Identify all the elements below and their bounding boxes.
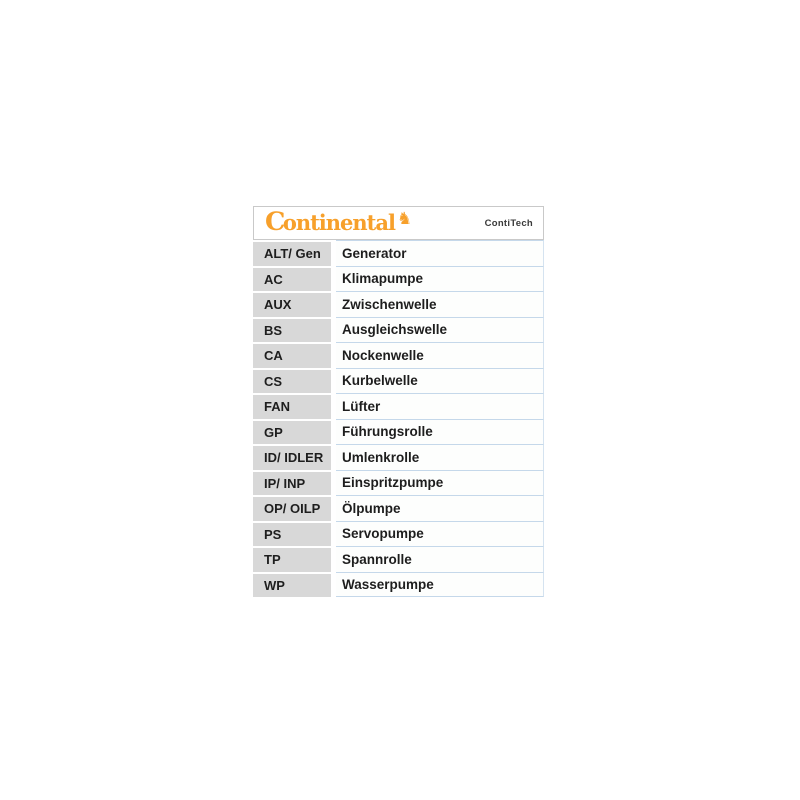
abbreviation-table (253, 240, 544, 597)
legend-panel (253, 206, 544, 597)
abbreviation-cell: WP (253, 572, 331, 598)
term-cell: Einspritzpumpe (336, 470, 544, 496)
table-row (253, 572, 544, 598)
abbreviation-cell: ALT/ Gen (253, 240, 331, 266)
term-cell: Klimapumpe (336, 266, 544, 292)
abbreviation-cell: CA (253, 342, 331, 368)
term-cell: Ölpumpe (336, 495, 544, 521)
abbreviation-cell: BS (253, 317, 331, 343)
term-cell: Spannrolle (336, 546, 544, 572)
table-row (253, 470, 544, 496)
abbreviation-cell: IP/ INP (253, 470, 331, 496)
table-row (253, 444, 544, 470)
term-cell: Zwischenwelle (336, 291, 544, 317)
abbreviation-cell: TP (253, 546, 331, 572)
table-row (253, 521, 544, 547)
term-cell: Servopumpe (336, 521, 544, 547)
table-row (253, 317, 544, 343)
table-row (253, 393, 544, 419)
abbreviation-cell: AC (253, 266, 331, 292)
continental-wordmark: Continental (265, 207, 395, 238)
table-row (253, 240, 544, 266)
term-cell: Umlenkrolle (336, 444, 544, 470)
term-cell: Ausgleichswelle (336, 317, 544, 343)
term-cell: Kurbelwelle (336, 368, 544, 394)
term-cell: Nockenwelle (336, 342, 544, 368)
abbreviation-cell: OP/ OILP (253, 495, 331, 521)
table-row (253, 546, 544, 572)
abbreviation-cell: AUX (253, 291, 331, 317)
table-row (253, 342, 544, 368)
brand-header (253, 206, 544, 240)
term-cell: Lüfter (336, 393, 544, 419)
abbreviation-cell: FAN (253, 393, 331, 419)
term-cell: Führungsrolle (336, 419, 544, 445)
abbreviation-cell: CS (253, 368, 331, 394)
table-row (253, 266, 544, 292)
table-row (253, 368, 544, 394)
table-row (253, 291, 544, 317)
continental-logo (265, 207, 413, 238)
term-cell: Wasserpumpe (336, 572, 544, 598)
table-row (253, 419, 544, 445)
abbreviation-cell: PS (253, 521, 331, 547)
term-cell: Generator (336, 240, 544, 266)
abbreviation-cell: ID/ IDLER (253, 444, 331, 470)
contitech-label: ContiTech (484, 217, 533, 229)
abbreviation-cell: GP (253, 419, 331, 445)
table-row (253, 495, 544, 521)
rearing-horse-icon: ♞ (396, 208, 413, 229)
